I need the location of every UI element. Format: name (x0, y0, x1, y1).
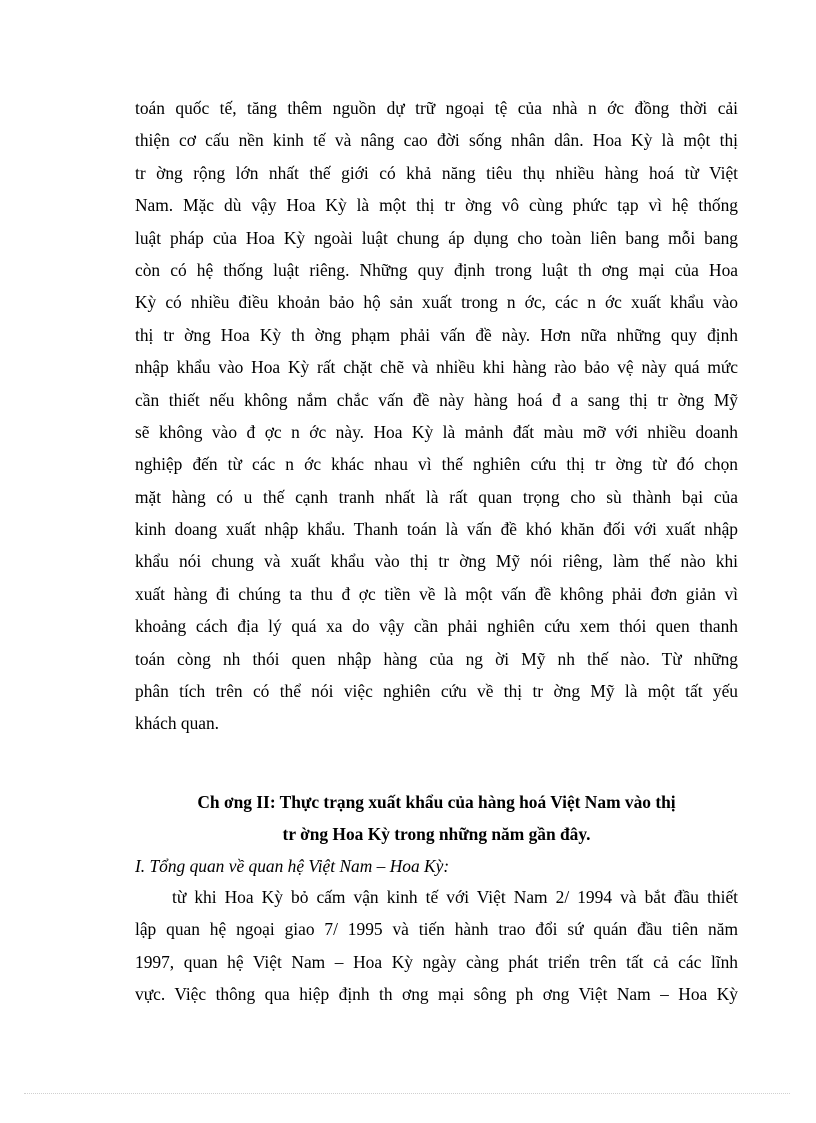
page-footer-divider (24, 1093, 790, 1094)
text-line: mặt hàng có u thế cạnh tranh nhất là rất quan trọng cho sù thành bại của (135, 486, 738, 507)
text-line: toán còng nh thói quen nhập hàng của ng ời Mỹ nh thế nào. Từ những (135, 648, 738, 669)
text-line: khách quan. (135, 713, 220, 734)
text-line: khẩu nói chung và xuất khẩu vào thị tr ờng Mỹ nói riêng, làm thế nào khi (135, 551, 738, 572)
section-title: I. Tổng quan về quan hệ Việt Nam – Hoa Kỳ: (135, 856, 450, 876)
text-line: luật pháp của Hoa Kỳ ngoài luật chung áp dụng cho toàn liên bang mỗi bang (135, 227, 738, 248)
paragraph-market-analysis (135, 92, 738, 740)
text-line: 1997, quan hệ Việt Nam – Hoa Kỳ ngày càng phát triển trên tất cả các lĩnh (135, 951, 738, 972)
chapter-heading-line-2: tr ờng Hoa Kỳ trong những năm gần đây. (282, 824, 591, 844)
text-line: thiện cơ cấu nền kinh tế và nâng cao đời sống nhân dân. Hoa Kỳ là một thị (135, 130, 738, 151)
text-line: sẽ không vào đ ợc n ớc này. Hoa Kỳ là mảnh đất màu mỡ với nhiều doanh (135, 421, 738, 442)
text-line: phân tích trên có thể nói việc nghiên cứu về thị tr ờng Mỹ là một tất yếu (135, 681, 738, 702)
text-line: toán quốc tế, tăng thêm nguồn dự trữ ngoại tệ của nhà n ớc đồng thời cải (135, 98, 738, 118)
text-line: kinh doang xuất nhập khẩu. Thanh toán là vấn đề khó khăn đối với xuất nhập (135, 519, 738, 540)
text-line: xuất hàng đi chúng ta thu đ ợc tiền về là một vấn đề không phải đơn giản vì (135, 583, 738, 604)
text-line: cần thiết nếu không nắm chắc vấn đề này hàng hoá đ a sang thị tr ờng Mỹ (135, 389, 738, 410)
text-line: tr ờng rộng lớn nhất thế giới có khả năng tiêu thụ nhiều hàng hoá từ Việt (135, 162, 738, 183)
text-line: còn có hệ thống luật riêng. Những quy định trong luật th ơng mại của Hoa (135, 259, 738, 280)
text-line: lập quan hệ ngoại giao 7/ 1995 và tiến hành trao đổi sứ quán đầu tiên năm (135, 919, 738, 940)
text-line: nghiệp đến từ các n ớc khác nhau vì thế nghiên cứu thị tr ờng từ đó chọn (135, 454, 738, 475)
paragraph-relations-overview (135, 881, 738, 1011)
chapter-heading-line-1: Ch ơng II: Thực trạng xuất khẩu của hàng hoá Việt Nam vào thị (197, 792, 676, 812)
text-line: khoảng cách địa lý quá xa do vậy cần phải nghiên cứu xem thói quen thanh (135, 616, 738, 637)
text-line: từ khi Hoa Kỳ bỏ cấm vận kinh tế với Việt Nam 2/ 1994 và bắt đầu thiết (172, 887, 738, 907)
text-line: thị tr ờng Hoa Kỳ th ờng phạm phải vấn đề này. Hơn nữa những quy định (135, 324, 738, 345)
text-line: Nam. Mặc dù vậy Hoa Kỳ là một thị tr ờng vô cùng phức tạp vì hệ thống (135, 195, 738, 216)
text-line: vực. Việc thông qua hiệp định th ơng mại sông ph ơng Việt Nam – Hoa Kỳ (135, 984, 738, 1005)
text-line: Kỳ có nhiều điều khoản bảo hộ sản xuất trong n ớc, các n ớc xuất khẩu vào (135, 292, 738, 313)
text-line: nhập khẩu vào Hoa Kỳ rất chặt chẽ và nhiều khi hàng rào bảo vệ này quá mức (135, 357, 738, 378)
